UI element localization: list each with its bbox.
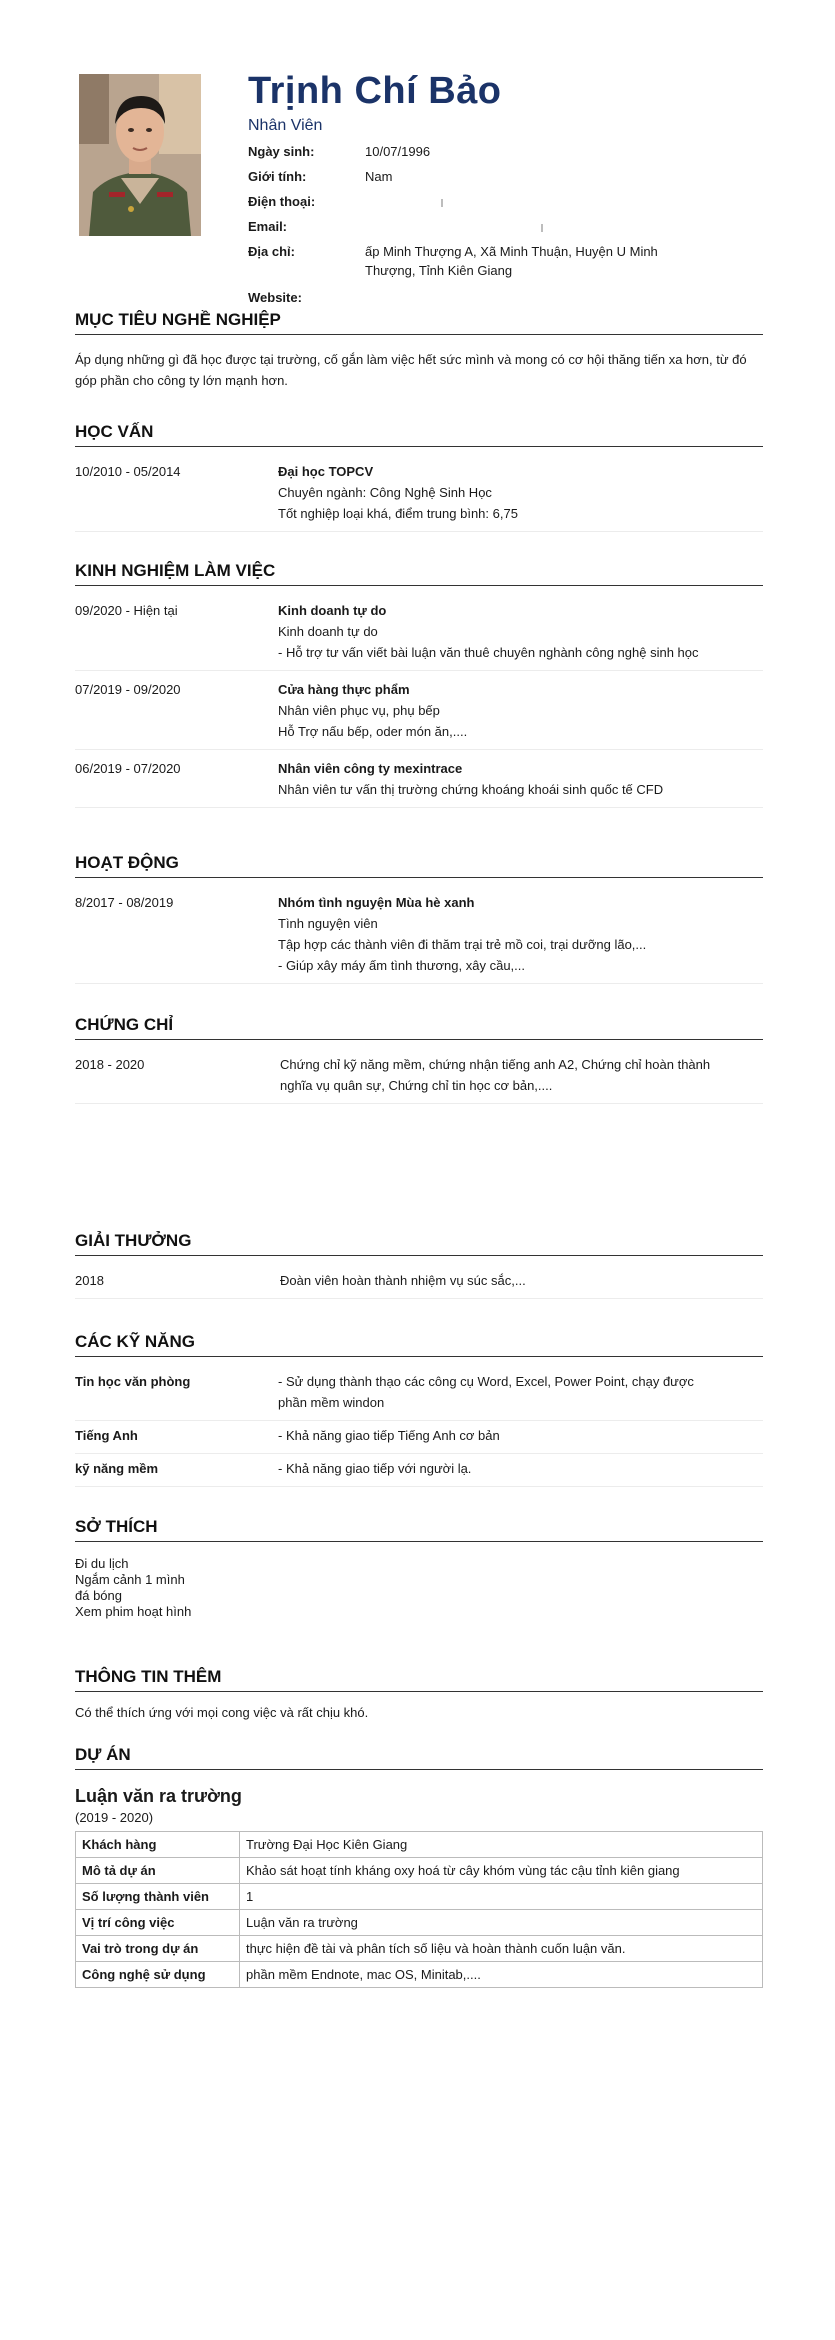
section-title: MỤC TIÊU NGHỀ NGHIỆP (75, 310, 763, 335)
certificate-entry: 2018 - 2020 Chứng chỉ kỹ năng mềm, chứng nhận tiếng anh A2, Chứng chỉ hoàn thành nghĩa vụ quân sự, Chứng chỉ tin học cơ bản,.... (75, 1040, 763, 1104)
redacted-mark (541, 224, 543, 232)
redacted-mark (441, 199, 443, 207)
project-name: Luận văn ra trường (75, 1786, 242, 1806)
hobby-list (75, 1556, 763, 1620)
section-hobbies (75, 1517, 763, 1620)
profile-photo (79, 74, 201, 236)
objective-text: Áp dụng những gì đã học được tại trường, cố gắn làm việc hết sức mình và mong có cơ hội thăng tiến xa hơn, từ đó góp phần cho công ty lớn mạnh hơn. (75, 352, 747, 388)
project-table (75, 1831, 763, 1988)
section-projects (75, 1745, 763, 1988)
experience-entry: 06/2019 - 07/2020 Nhân viên công ty mexintrace Nhân viên tư vấn thị trường chứng khoáng khoái sinh quốc tế CFD (75, 750, 763, 808)
section-activities (75, 853, 763, 984)
section-extra-info (75, 1667, 763, 1723)
table-row: Khách hàng Trường Đại Học Kiên Giang (76, 1832, 763, 1858)
award-entry: 2018 Đoàn viên hoàn thành nhiệm vụ súc sắc,... (75, 1256, 763, 1299)
table-row: Số lượng thành viên 1 (76, 1884, 763, 1910)
section-education (75, 422, 763, 532)
experience-entry: 07/2019 - 09/2020 Cửa hàng thực phẩm Nhân viên phục vụ, phụ bếp Hỗ Trợ nấu bếp, oder món ăn,.... (75, 671, 763, 750)
section-title: CÁC KỸ NĂNG (75, 1332, 763, 1357)
section-title: SỞ THÍCH (75, 1517, 763, 1542)
skill-entry: Tiếng Anh - Khả năng giao tiếp Tiếng Anh cơ bản (75, 1421, 763, 1454)
table-row: Mô tả dự án Khảo sát hoạt tính kháng oxy hoá từ cây khóm vùng tác cậu tỉnh kiên giang (76, 1858, 763, 1884)
extra-info-text: Có thể thích ứng với mọi cong việc và rất chịu khó. (75, 1705, 369, 1720)
table-row: Vai trò trong dự án thực hiện đề tài và phân tích số liệu và hoàn thành cuốn luận văn. (76, 1936, 763, 1962)
section-objective (75, 310, 763, 391)
info-birthdate: Ngày sinh: 10/07/1996 (248, 144, 431, 159)
info-address: Địa chỉ: ấp Minh Thượng A, Xã Minh Thuận, Huyện U Minh Thượng, Tỉnh Kiên Giang (248, 244, 658, 278)
profile-header (248, 70, 768, 313)
list-item: Ngắm cảnh 1 mình (75, 1572, 185, 1587)
section-awards (75, 1231, 763, 1299)
skill-entry: Tin học văn phòng - Sử dụng thành thạo các công cụ Word, Excel, Power Point, chạy được phần mềm windon (75, 1357, 763, 1421)
section-title: DỰ ÁN (75, 1745, 763, 1770)
list-item: Xem phim hoạt hình (75, 1604, 192, 1619)
info-email: Email: (248, 217, 768, 236)
section-title: HỌC VẤN (75, 422, 763, 447)
experience-entry: 09/2020 - Hiện tại Kinh doanh tự do Kinh doanh tự do - Hỗ trợ tư vấn viết bài luận văn thuê chuyên nghành công nghệ sinh học (75, 586, 763, 671)
activity-entry: 8/2017 - 08/2019 Nhóm tình nguyện Mùa hè xanh Tình nguyện viên Tập hợp các thành viên đi thăm trại trẻ mồ coi, trại dưỡng lão,... - Giúp xây máy ấm tình thương, xây cầu,... (75, 878, 763, 984)
education-entry: 10/2010 - 05/2014 Đại học TOPCV Chuyên ngành: Công Nghệ Sinh Học Tốt nghiệp loại khá, điểm trung bình: 6,75 (75, 447, 763, 532)
candidate-name: Trịnh Chí Bảo (248, 70, 502, 112)
table-row: Công nghệ sử dụng phần mềm Endnote, mac OS, Minitab,.... (76, 1962, 763, 1988)
section-title: THÔNG TIN THÊM (75, 1667, 763, 1692)
info-phone: Điện thoại: (248, 192, 768, 211)
info-website: Website: (248, 290, 302, 305)
list-item: Đi du lịch (75, 1556, 129, 1571)
section-title: CHỨNG CHỈ (75, 1015, 763, 1040)
section-certificates (75, 1015, 763, 1104)
list-item: đá bóng (75, 1588, 122, 1603)
section-title: KINH NGHIỆM LÀM VIỆC (75, 561, 763, 586)
candidate-title: Nhân Viên (248, 117, 323, 134)
project-period: (2019 - 2020) (75, 1810, 154, 1825)
section-experience (75, 561, 763, 808)
personal-info (248, 142, 768, 307)
section-title: GIẢI THƯỞNG (75, 1231, 763, 1256)
table-row: Vị trí công việc Luận văn ra trường (76, 1910, 763, 1936)
section-skills (75, 1332, 763, 1487)
info-gender: Giới tính: Nam (248, 169, 393, 184)
skill-entry: kỹ năng mềm - Khả năng giao tiếp với người lạ. (75, 1454, 763, 1487)
section-title: HOẠT ĐỘNG (75, 853, 763, 878)
